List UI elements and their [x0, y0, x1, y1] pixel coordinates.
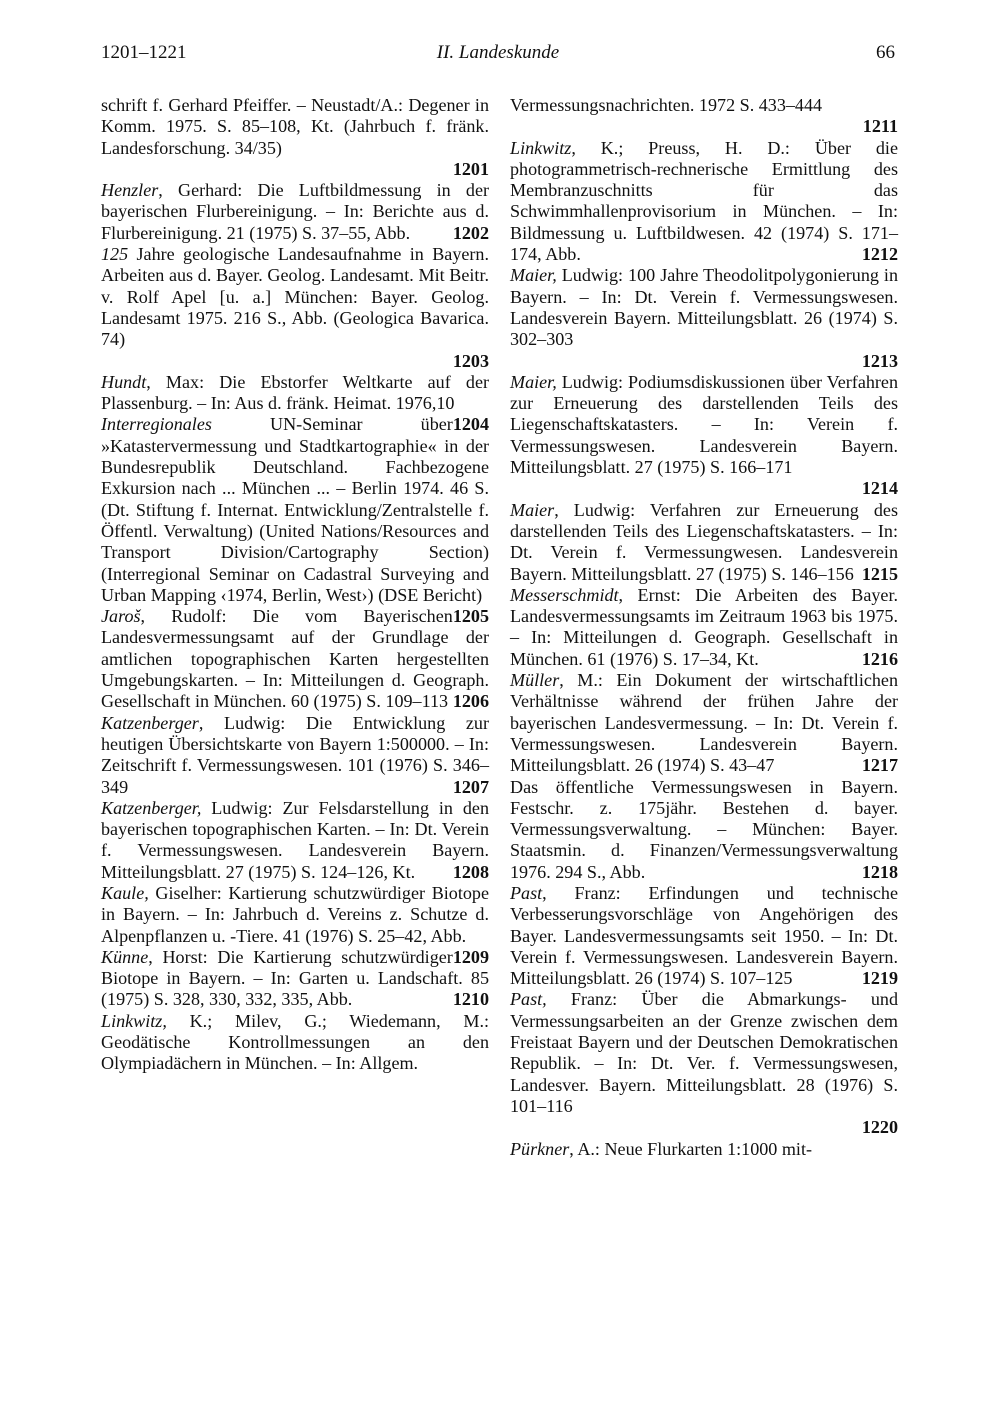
entry-number: 1216 [861, 648, 898, 669]
entry-text: Vermessungsnachrichten. 1972 S. 433–444 [510, 95, 823, 115]
entry-number: 1218 [861, 861, 898, 882]
entry-author: Maier [510, 499, 555, 520]
entry-author: Pürkner [510, 1138, 570, 1159]
entry-number: 1212 [861, 244, 898, 265]
entry-text: Giselher: Kartierung schutzwürdiger Biotope in Bayern. – In: Jahrbuch d. Vereins z. Schutze d. Alpenpflanzen u. -Tiere. 41 (1976) S. 25–42, Abb. [101, 882, 489, 946]
entry-author: Maier, [510, 265, 557, 286]
entry-author: Jaroš [101, 606, 141, 627]
entry-author: Müller [510, 670, 560, 691]
entry-number: 1213 [861, 350, 898, 371]
page-number: 66 [876, 42, 895, 63]
entry-text: , Ludwig: Die Entwicklung zur heutigen Übersichtskarte von Bayern 1:500000. – In: Zeitschrift f. Vermessungswesen. 101 (1976) S. 346–349 [101, 712, 489, 797]
bibliography-entry [101, 244, 489, 350]
entry-author: Katzenberger, [101, 797, 202, 818]
bibliography-entry [510, 265, 898, 350]
entry-text: , Ernst: Die Arbeiten des Bayer. Landesvermessungsamts im Zeitraum 1963 bis 1975. – In: Mitteilungen d. Geograph. Gesellschaft in München. 61 (1976) S. 17–34, Kt. [510, 584, 898, 669]
bibliography-entry [101, 947, 489, 1011]
bibliography-entry [510, 670, 898, 776]
right-column [510, 95, 898, 1160]
entry-number: 1220 [861, 1117, 898, 1138]
bibliography-entry [510, 989, 898, 1117]
entry-author: Messerschmidt [510, 584, 619, 605]
bibliography-entry [101, 713, 489, 798]
entry-author: Past, [510, 989, 547, 1010]
entry-text: Jahre geologische Landesaufnahme in Bayern. Arbeiten aus d. Bayer. Geolog. Landesamt. Mit Beitr. v. Rolf Apel [u. a.] München: Bayer. Geolog. Landesamt 1975. 216 S., Abb. (Geologica Bavarica. 74) [101, 244, 489, 350]
entry-author: Katzenberger [101, 712, 199, 733]
entry-author: Maier, [510, 371, 557, 392]
entry-author: Linkwitz, [101, 1010, 167, 1031]
bibliography-entry [101, 1011, 489, 1075]
bibliography-entry [510, 95, 898, 116]
entry-number: 1207 [452, 776, 489, 797]
entry-author: 125 [101, 244, 129, 265]
entry-text: K.; Milev, G.; Wiedemann, M.: Geodätische Kontrollmessungen an den Olympiadächern in München. – In: Allgem. [101, 1010, 489, 1074]
entry-number: 1202 [452, 222, 489, 243]
entry-text: Franz: Über die Abmarkungs- und Vermessungsarbeiten an der Grenze zwischen dem Freistaat Bayern und der Deutschen Demokratischen Republik. – In: Dt. Ver. f. Vermessungswesen, Landesver. Bayern. Mitteilungsblatt. 28 (1976) S. 101–116 [510, 989, 898, 1116]
bibliography-entry [510, 883, 898, 989]
entry-number: 1219 [861, 968, 898, 989]
entry-number: 1205 [452, 606, 489, 627]
entry-text: , Ludwig: Verfahren zur Erneuerung des darstellenden Teils des Liegenschaftskatasters. – In: Dt. Verein f. Vermessungwesen. Landesverein Bayern. Mitteilungsblatt. 27 (1975) S. 146–156 [510, 499, 898, 584]
section-title: II. Landeskunde [436, 42, 560, 63]
entry-text: , K.; Preuss, H. D.: Über die photogrammetrisch-rechnerische Ermittlung des Membranzuschnitts für das Schwimmhallenprovisorium in München. – In: Bildmessung u. Luftbildwesen. 42 (1974) S. 171–174, Abb. [510, 137, 898, 265]
entry-author: Kaule, [101, 882, 149, 903]
entry-number: 1217 [861, 755, 898, 776]
entry-text: , Gerhard: Die Luftbildmessung in der bayerischen Flurbereinigung. – In: Berichte aus d. Flurbereinigung. 21 (1975) S. 37–55, Abb. [101, 180, 489, 243]
entry-text: , A.: Neue Flurkarten 1:1000 mit- [569, 1138, 813, 1159]
entry-text: UN-Seminar über »Katastervermessung und Stadtkartographie« in der Bundesrepublik Deutschland. Fachbezogene Exkursion nach ... München ... – Berlin 1974. 46 S. (Dt. Stiftung f. Internat. Entwicklung/Zentralstelle f. Öffentl. Verwaltung) (United Nations/Resources and Transport Division/Cartography Section) (Interregional Seminar on Cadastral Surveying and Urban Mapping ‹1974, Berlin, West›) (DSE Bericht) [101, 414, 489, 605]
bibliography-entry [101, 180, 489, 244]
entry-number: 1204 [452, 414, 489, 435]
entry-number: 1206 [452, 691, 489, 712]
entry-text: Ludwig: Podiumsdiskussionen über Verfahren zur Erneuerung des darstellenden Teils des Liegenschaftskatasters. – In: Verein f. Vermessungswesen. Landesverein Bayern. Mitteilungsblatt. 27 (1975) S. 166–171 [510, 371, 898, 478]
entry-text: Ludwig: 100 Jahre Theodolitpolygonierung in Bayern. – In: Dt. Verein f. Vermessungswesen. Landesverein Bayern. Mitteilungsblatt. 26 (1974) S. 302–303 [510, 265, 898, 350]
entry-author: Hundt [101, 371, 147, 392]
entry-number: 1201 [452, 158, 489, 179]
entry-number: 1215 [861, 563, 898, 584]
bibliography-entry [510, 1139, 898, 1160]
entry-text: , Max: Die Ebstorfer Weltkarte auf der Plassenburg. – In: Aus d. fränk. Heimat. 1976,10 [101, 371, 489, 414]
entry-text: Das öffentliche Vermessungswesen in Bayern. Festschr. z. 175jähr. Bestehen d. bayer. Vermessungsverwaltung. – München: Bayer. Staatsmin. d. Finanzen/Vermessungsverwaltung 1976. 294 S., Abb. [510, 776, 898, 882]
left-column [101, 95, 489, 1075]
bibliography-entry [101, 606, 489, 712]
entry-text: Ludwig: Zur Felsdarstellung in den bayerischen topographischen Karten. – In: Dt. Verein f. Vermessungswesen. Landesverein Bayern. Mitteilungsblatt. 27 (1975) S. 124–126, Kt. [101, 797, 489, 882]
bibliography-entry [510, 777, 898, 883]
bibliography-entry [510, 500, 898, 585]
entry-text: , Horst: Die Kartierung schutzwürdiger Biotope in Bayern. – In: Garten u. Landschaft. 85 (1975) S. 328, 330, 332, 335, Abb. [101, 946, 489, 1010]
bibliography-entry [101, 798, 489, 883]
entry-text: , Rudolf: Die vom Bayerischen Landesvermessungsamt auf der Grundlage der amtlichen topographischen Karten hergestellten Umgebungskarten. – In: Mitteilungen d. Geograph. Gesellschaft in München. 60 (1975) S. 109–113 [101, 606, 489, 712]
bibliography-entry [510, 372, 898, 478]
entry-number: 1209 [452, 946, 489, 967]
entry-number: 1214 [861, 478, 898, 499]
entry-text: , M.: Ein Dokument der wirtschaftlichen Verhältnisse während der frühen Jahre der bayerischen Landesvermessung. – In: Dt. Verein f. Vermessungswesen. Landesverein Bayern. Mitteilungsblatt. 26 (1974) S. 43–47 [510, 670, 898, 776]
entry-text: schrift f. Gerhard Pfeiffer. – Neustadt/A.: Degener in Komm. 1975. S. 85–108, Kt. (Jahrbuch f. fränk. Landesforschung. 34/35) [101, 95, 489, 158]
entry-number: 1210 [452, 989, 489, 1010]
bibliography-entry [510, 138, 898, 266]
entry-author: Interregionales [101, 414, 212, 435]
entry-number: 1203 [452, 350, 489, 371]
entry-range: 1201–1221 [101, 42, 187, 63]
entry-author: Künne [101, 946, 149, 967]
bibliography-entry [510, 585, 898, 670]
entry-text: , Franz: Erfindungen und technische Verbesserungsvorschläge von Angehörigen des Bayer. Landesvermessungsamts seit 1950. – In: Dt. Verein f. Vermessungswesen. Landesverein Bayern. Mitteilungsblatt. 26 (1974) S. 107–125 [510, 882, 898, 989]
page-header [101, 42, 895, 72]
entry-author: Linkwitz [510, 137, 572, 158]
entry-number: 1208 [452, 861, 489, 882]
entry-number: 1211 [862, 116, 898, 137]
entry-author: Past [510, 882, 543, 903]
entry-author: Henzler [101, 180, 159, 201]
bibliography-entry [101, 95, 489, 159]
